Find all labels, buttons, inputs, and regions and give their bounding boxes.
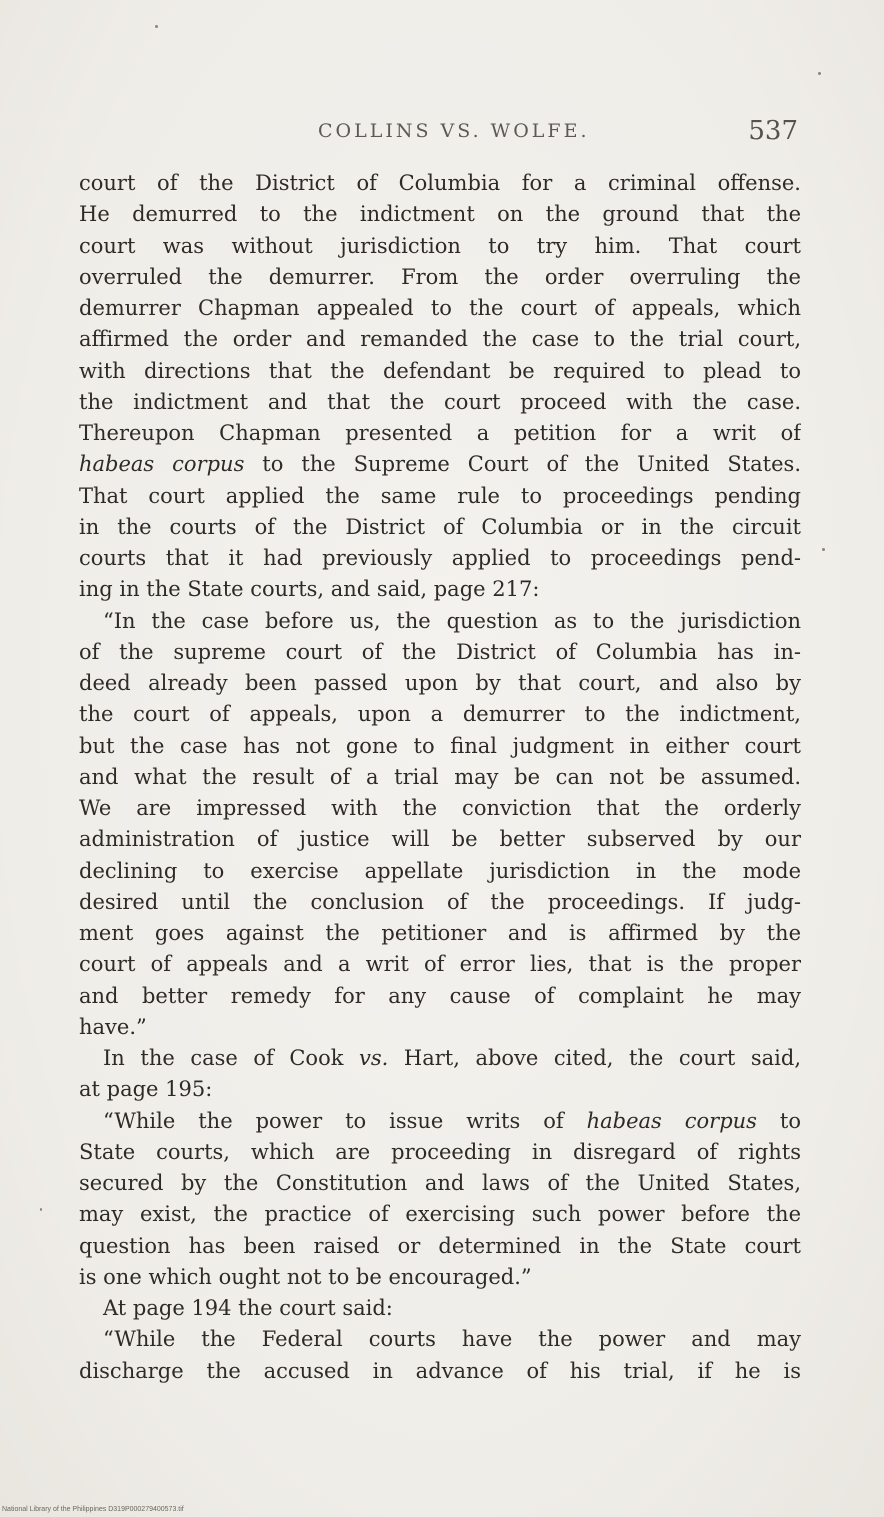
text-line: court of appeals and a writ of error lies, that is the proper bbox=[79, 952, 801, 977]
text-line: overruled the demurrer. From the order overruling the bbox=[79, 264, 801, 289]
text-line: is one which ought not to be encouraged.” bbox=[79, 1264, 532, 1289]
text-line: He demurred to the indictment on the ground that the bbox=[79, 202, 801, 227]
text-run: In the case of Cook bbox=[103, 1046, 360, 1070]
text-line: in the courts of the District of Columbia or in the circuit bbox=[79, 514, 801, 539]
text-line: affirmed the order and remanded the case to the trial court, bbox=[79, 327, 801, 352]
paper-speck bbox=[155, 25, 158, 28]
text-line: the indictment and that the court proceed with the case. bbox=[79, 389, 801, 414]
paper-speck bbox=[822, 548, 825, 551]
running-head bbox=[0, 114, 884, 154]
text-line: State courts, which are proceeding in disregard of rights bbox=[79, 1139, 801, 1164]
page-number: 537 bbox=[748, 116, 798, 146]
text-line bbox=[79, 449, 801, 480]
italic-run: vs. bbox=[359, 1046, 389, 1070]
text-run: to the Supreme Court of the United States. bbox=[244, 452, 801, 477]
text-line: secured by the Constitution and laws of the United States, bbox=[79, 1171, 801, 1195]
paper-speck bbox=[818, 72, 821, 75]
text-line: desired until the conclusion of the proceedings. If judg- bbox=[79, 889, 801, 914]
text-line bbox=[79, 1043, 801, 1074]
italic-run: habeas corpus bbox=[79, 452, 245, 477]
text-line: ing in the State courts, and said, page 217: bbox=[79, 577, 540, 602]
text-line: and what the result of a trial may be can not be assumed. bbox=[79, 764, 801, 789]
text-line: court was without jurisdiction to try him. That court bbox=[79, 233, 801, 258]
text-line: administration of justice will be better subserved by our bbox=[79, 827, 801, 852]
text-line: the court of appeals, upon a demurrer to the indictment, bbox=[79, 702, 801, 727]
scan-footer: National Library of the Philippines D319P000279400573.tif bbox=[2, 1506, 184, 1513]
text-line: That court applied the same rule to proceedings pending bbox=[79, 483, 801, 508]
text-line bbox=[79, 1106, 801, 1137]
text-line: “In the case before us, the question as to the jurisdiction bbox=[103, 608, 801, 633]
text-line: and better remedy for any cause of complaint he may bbox=[79, 983, 801, 1008]
text-line: question has been raised or determined in the State court bbox=[79, 1233, 801, 1258]
text-run: to bbox=[756, 1108, 801, 1133]
text-line: have.” bbox=[79, 1014, 147, 1039]
paper-speck bbox=[40, 1208, 42, 1211]
text-line: We are impressed with the conviction that the orderly bbox=[79, 796, 801, 820]
running-title: COLLINS VS. WOLFE. bbox=[318, 120, 590, 142]
text-run: Hart, above cited, the court said, bbox=[388, 1046, 801, 1070]
text-line: at page 195: bbox=[79, 1077, 213, 1102]
text-line: may exist, the practice of exercising such power before the bbox=[79, 1202, 801, 1227]
text-line: “While the Federal courts have the power and may bbox=[103, 1327, 801, 1352]
body-text bbox=[79, 168, 801, 1387]
text-line: but the case has not gone to final judgment in either court bbox=[79, 733, 801, 758]
text-line: ment goes against the petitioner and is affirmed by the bbox=[79, 921, 801, 945]
italic-run: habeas corpus bbox=[586, 1108, 757, 1133]
text-line: courts that it had previously applied to proceedings pend- bbox=[79, 546, 801, 570]
text-line: court of the District of Columbia for a criminal offense. bbox=[79, 171, 801, 195]
text-line: deed already been passed upon by that court, and also by bbox=[79, 671, 801, 695]
text-run: “While the power to issue writs of bbox=[103, 1108, 587, 1133]
text-line: At page 194 the court said: bbox=[103, 1296, 393, 1320]
text-line: of the supreme court of the District of Columbia has in- bbox=[79, 639, 801, 664]
text-line: with directions that the defendant be required to plead to bbox=[79, 358, 801, 383]
text-line: discharge the accused in advance of his trial, if he is bbox=[79, 1358, 801, 1383]
text-line: demurrer Chapman appealed to the court of appeals, which bbox=[79, 296, 801, 320]
text-line: declining to exercise appellate jurisdiction in the mode bbox=[79, 858, 801, 883]
text-line: Thereupon Chapman presented a petition for a writ of bbox=[79, 421, 801, 445]
